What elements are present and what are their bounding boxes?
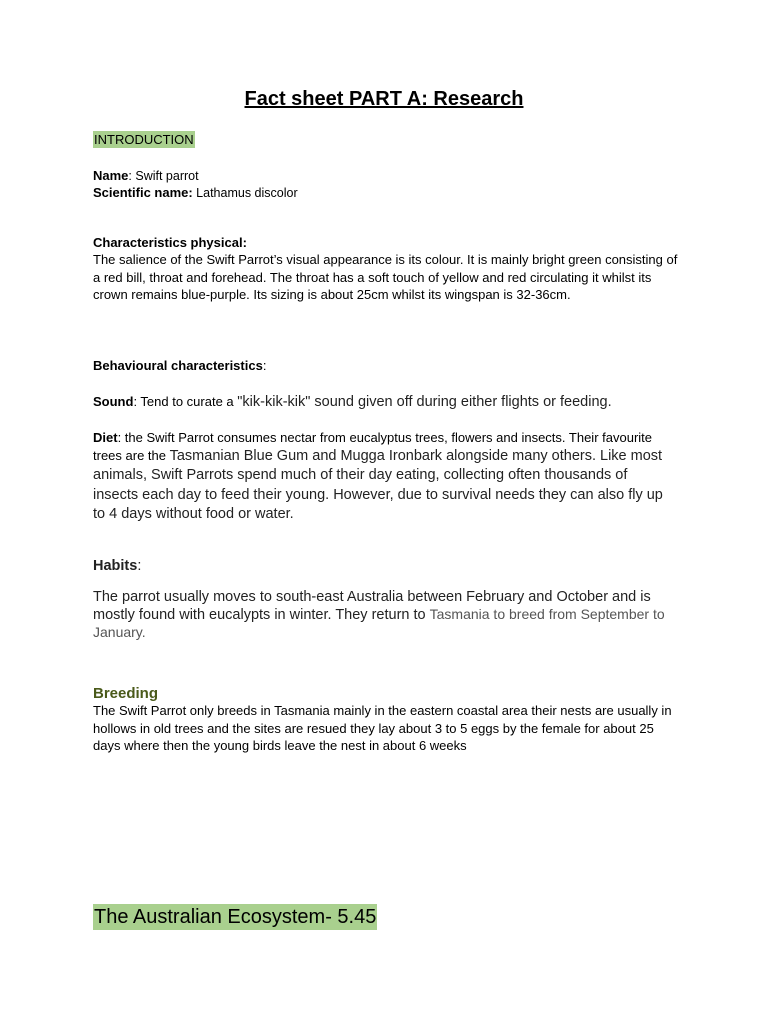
habits-heading: Habits bbox=[93, 558, 138, 574]
sound-paragraph bbox=[93, 393, 683, 412]
breeding-paragraph: The Swift Parrot only breeds in Tasmania mainly in the eastern coastal area their nests are usually in hollows in old trees and the sites are resued they lay about 3 to 5 eggs by the female for about 25 days where then the young birds leave the nest in about 6 weeks bbox=[93, 703, 672, 754]
sound-text-small: : Tend to curate a bbox=[133, 394, 238, 409]
sound-label: Sound bbox=[93, 394, 134, 409]
habits-heading-line bbox=[93, 557, 141, 576]
behavioural-colon: : bbox=[262, 358, 267, 373]
name-label: Name bbox=[93, 168, 129, 183]
page-title: Fact sheet PART A: Research bbox=[244, 88, 524, 110]
diet-text-small: : the Swift Parrot consumes nectar from eucalyptus trees, flowers and insects. Their favourite trees are the bbox=[93, 430, 652, 463]
sound-text-large: "kik-kik-kik" sound given off during either flights or feeding. bbox=[237, 394, 612, 410]
name-value: : Swift parrot bbox=[128, 169, 199, 183]
behavioural-heading: Behavioural characteristics bbox=[93, 358, 263, 373]
breeding-heading: Breeding bbox=[93, 685, 159, 702]
diet-text-large: Tasmanian Blue Gum and Mugga Ironbark alongside many others. Like most animals, Swift Parrots spend much of their day eating, collecting often thousands of insects each day to feed their young. However, due to survival needs they can also fly up to 4 days without food or water. bbox=[93, 447, 663, 523]
diet-label: Diet bbox=[93, 430, 118, 445]
behavioural-heading-line bbox=[93, 357, 266, 374]
habits-text-main: The parrot usually moves to south-east Australia between February and October and is mostly found with eucalypts in winter. They return to bbox=[93, 589, 651, 623]
scientific-name-line bbox=[93, 184, 298, 202]
introduction-label: INTRODUCTION bbox=[94, 132, 194, 147]
habits-text-gray: Tasmania to breed from September to January. bbox=[93, 606, 665, 640]
scientific-name-label: Scientific name: bbox=[93, 185, 193, 200]
scientific-name-value: Lathamus discolor bbox=[192, 186, 298, 200]
physical-paragraph: The salience of the Swift Parrot’s visual appearance is its colour. It is mainly bright green consisting of a red bill, throat and forehead. The throat has a soft touch of yellow and red circulating it whilst its crown remains blue-purple. Its sizing is about 25cm whilst its wingspan is 32-36cm. bbox=[93, 252, 678, 303]
habits-colon: : bbox=[137, 558, 142, 574]
ecosystem-heading: The Australian Ecosystem- 5.45 bbox=[94, 906, 377, 928]
habits-paragraph bbox=[93, 589, 683, 642]
diet-paragraph bbox=[93, 429, 673, 525]
name-line bbox=[93, 167, 199, 185]
physical-heading: Characteristics physical: bbox=[93, 235, 247, 250]
